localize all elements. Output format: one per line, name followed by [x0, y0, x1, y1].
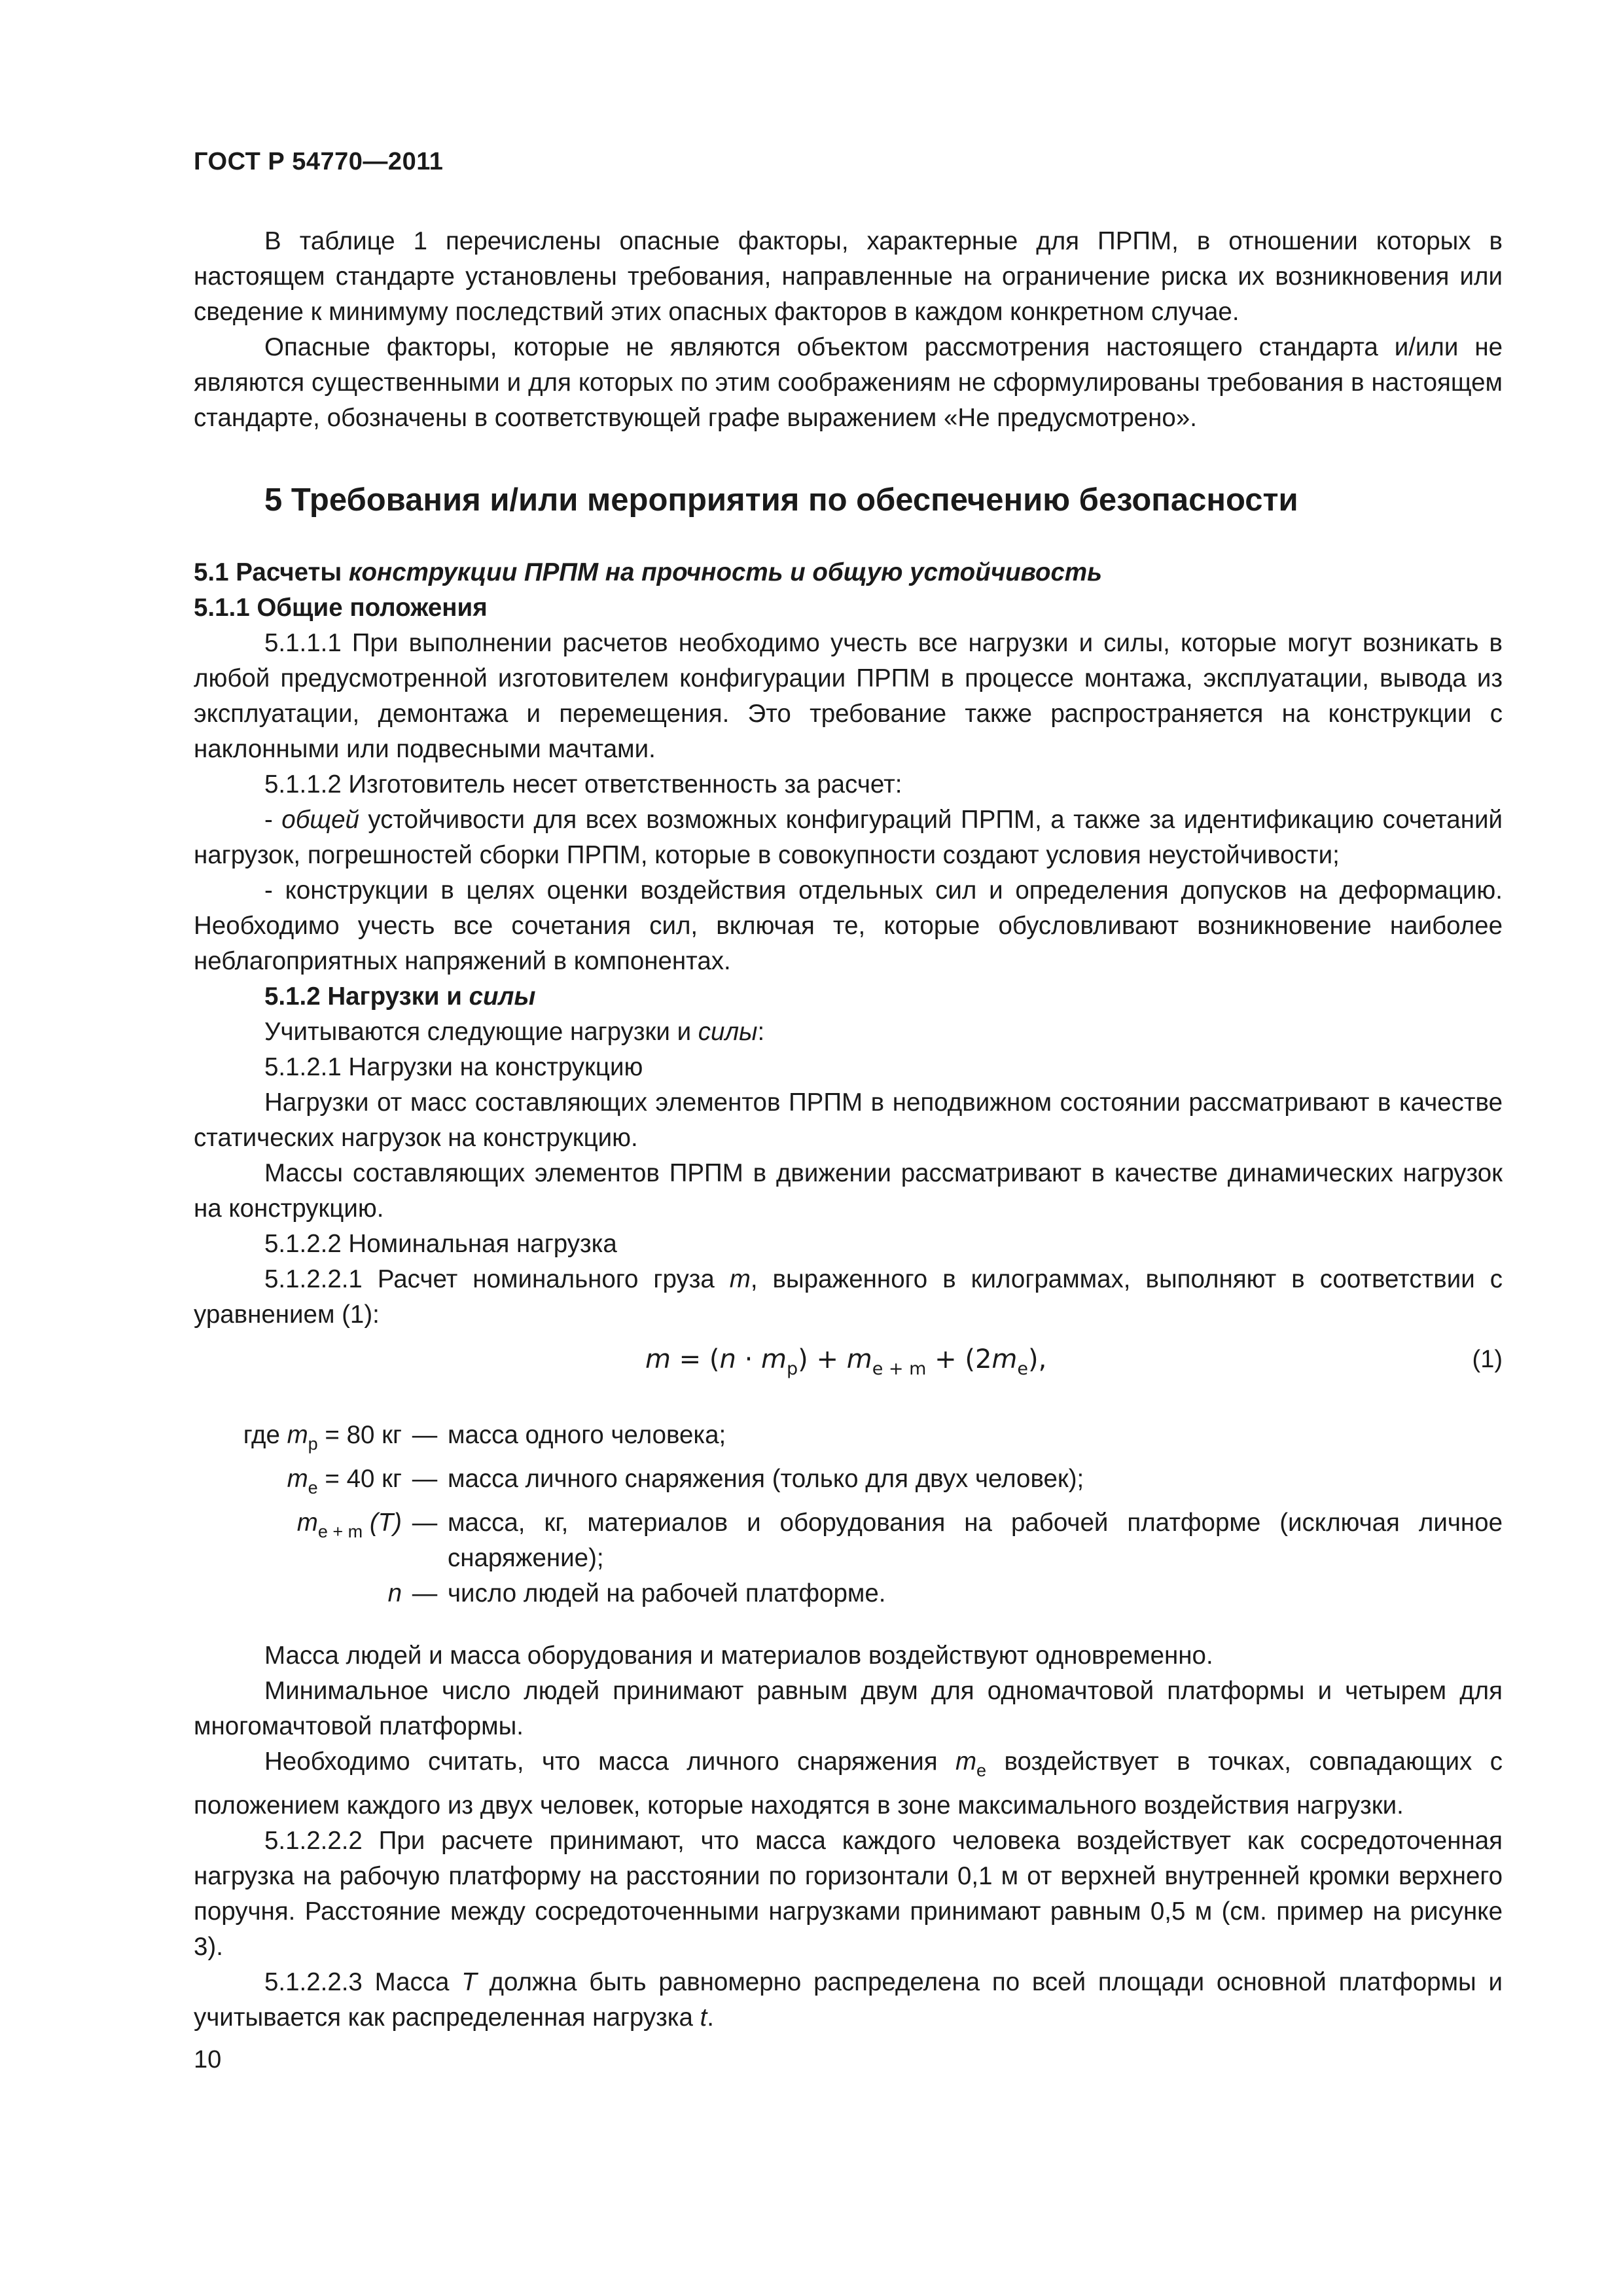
subsection-5-1-title	[194, 555, 1503, 590]
legend-symbol	[194, 1462, 402, 1505]
paragraph-5-1-1-2: 5.1.1.2 Изготовитель несет ответственность за расчет:	[264, 770, 902, 798]
legend-dash: —	[412, 1579, 438, 1607]
page-number: 10	[194, 2046, 222, 2073]
formula-mem: m	[846, 1344, 872, 1374]
legend-row	[194, 1462, 1503, 1505]
formula-eq: = (	[670, 1344, 720, 1374]
legend-symbol	[194, 1505, 402, 1576]
legend-symbol	[194, 1576, 402, 1620]
paragraph-5-1-2-1: 5.1.2.1 Нагрузки на конструкцию	[264, 1053, 643, 1081]
p51221-symbol: m	[729, 1265, 751, 1293]
legend-post: = 80 кг	[317, 1421, 402, 1449]
paragraph-min-people: Минимальное число людей принимают равным двум для одномачтовой платформы и четырем для многомачтовой платформы.	[194, 1677, 1503, 1740]
formula-sub-em: e + m	[872, 1359, 927, 1379]
equation-formula	[645, 1342, 1046, 1387]
paragraph-5-1-1-1: 5.1.1.1 При выполнении расчетов необходимо учесть все нагрузки и силы, которые могут возникать в любой предусмотренной изготовителем конфигурации ПРПМ в процессе монтажа, эксплуатации, вывода из эксплуатации, демонтажа и перемещения. Это требование также распространяется на конструкции с наклонными или подвесными мачтами.	[194, 629, 1503, 763]
equip-sym: m	[955, 1748, 977, 1776]
bullet-structure: - конструкции в целях оценки воздействия отдельных сил и определения допусков на деформацию. Необходимо учесть все сочетания сил, включая те, которые обусловливают возникновение наиболее неблагоприятных напряжений в компонентах.	[194, 876, 1503, 975]
legend-dash: —	[412, 1465, 438, 1493]
intro-paragraph-2: Опасные факторы, которые не являются объектом рассмотрения настоящего стандарта и/или не являются существенными и для которых по этим соображениям не сформулированы требования в настоящем стандарте, обозначены в соответствующей графе выражением «Не предусмотрено».	[194, 333, 1503, 432]
legend-row	[194, 1576, 1503, 1620]
p51223-post: .	[707, 2003, 714, 2032]
equation-number: (1)	[1472, 1346, 1503, 1373]
paragraph-5-1-2-2: 5.1.2.2 Номинальная нагрузка	[264, 1230, 617, 1258]
paragraph-equipment-points	[194, 1744, 1503, 1823]
legend-description: масса, кг, материалов и оборудования на рабочей платформе (исключая личное снаряжение);	[448, 1509, 1503, 1572]
p51223-sym2: t	[700, 2003, 707, 2032]
loads-intro-text: Учитываются следующие нагрузки и	[264, 1018, 698, 1046]
p51223-pre: 5.1.2.2.3 Масса	[264, 1968, 462, 1996]
p51221-post: , выраженного в килограммах, выполняют в соответствии с уравнением (1):	[194, 1265, 1503, 1329]
formula-close: ) +	[798, 1344, 847, 1374]
legend-description: число людей на рабочей платформе.	[448, 1579, 886, 1607]
bullet-text: устойчивости для всех возможных конфигураций ПРПМ, а также за идентификацию сочетаний нагрузок, погрешностей сборки ПРПМ, которые в совокупности создают условия неустойчивости;	[194, 806, 1503, 869]
subsection-5-1-2-plain: 5.1.2 Нагрузки и	[264, 982, 469, 1011]
legend-sym: m	[287, 1465, 308, 1493]
legend-row	[194, 1505, 1503, 1576]
legend-symbol	[194, 1418, 402, 1462]
paragraph-simultaneous: Масса людей и масса оборудования и материалов воздействуют одновременно.	[264, 1641, 1213, 1670]
legend-sym: m	[287, 1421, 308, 1449]
section-5-title: 5 Требования и/или мероприятия по обеспечению безопасности	[264, 482, 1298, 518]
formula-dot: ·	[736, 1344, 762, 1374]
paragraph-static-loads: Нагрузки от масс составляющих элементов ПРПМ в неподвижном состоянии рассматривают в качестве статических нагрузок на конструкцию.	[194, 1088, 1503, 1152]
equation-1	[194, 1342, 1503, 1391]
legend-post: = 40 кг	[317, 1465, 402, 1493]
loads-intro-italic: силы	[698, 1018, 758, 1046]
subsection-5-1-1-title: 5.1.1 Общие положения	[194, 594, 488, 622]
subsection-5-1-2-italic: силы	[469, 982, 536, 1011]
bullet-general-stability	[194, 802, 1503, 873]
equip-pre: Необходимо считать, что масса личного снаряжения	[264, 1748, 955, 1776]
formula-m: m	[645, 1344, 671, 1374]
p51223-sym: T	[461, 1968, 477, 1996]
legend-sub: p	[308, 1434, 318, 1454]
subsection-5-1-number: 5.1	[194, 558, 229, 586]
legend-sub: e + m	[317, 1522, 363, 1541]
subsection-5-1-plain: Расчеты	[236, 558, 342, 586]
legend-row	[194, 1418, 1503, 1462]
legend-post: (T)	[363, 1509, 402, 1537]
p51221-pre: 5.1.2.2.1 Расчет номинального груза	[264, 1265, 730, 1293]
paragraph-dynamic-loads: Массы составляющих элементов ПРПМ в движении рассматривают в качестве динамических нагрузок на конструкцию.	[194, 1159, 1503, 1223]
bullet-italic-word: общей	[281, 806, 359, 834]
legend-dash: —	[412, 1421, 438, 1449]
intro-paragraph-1: В таблице 1 перечислены опасные факторы, характерные для ПРПМ, в отношении которых в настоящем стандарте установлены требования, направленные на ограничение риска их возникновения или сведение к минимуму последствий этих опасных факторов в каждом конкретном случае.	[194, 227, 1503, 326]
formula-sub-e: e	[1017, 1359, 1028, 1379]
paragraph-5-1-2-2-2: 5.1.2.2.2 При расчете принимают, что масса каждого человека воздействует как сосредоточенная нагрузка на рабочую платформу на расстоянии по горизонтали 0,1 м от верхней внутренней кромки верхнего поручня. Расстояние между сосредоточенными нагрузками принимают равным 0,5 м (см. пример на рисунке 3).	[194, 1827, 1503, 1961]
loads-intro-tail: :	[757, 1018, 765, 1046]
paragraph-loads-intro	[194, 1014, 1503, 1050]
legend-pre: где	[243, 1421, 287, 1449]
legend-description: масса личного снаряжения (только для двух человек);	[448, 1465, 1084, 1493]
document-header: ГОСТ Р 54770—2011	[194, 148, 444, 175]
equip-sub: e	[976, 1761, 987, 1780]
formula-sub-p: p	[787, 1359, 798, 1379]
formula-me: m	[991, 1344, 1018, 1374]
page-content	[194, 224, 1503, 2036]
subsection-5-1-2-title	[264, 979, 1503, 1014]
equip-post: воздействует в точках, совпадающих с положением каждого из двух человек, которые находятся в зоне максимального воздействия нагрузки.	[194, 1748, 1503, 1820]
where-legend	[194, 1418, 1503, 1620]
paragraph-5-1-2-2-1	[194, 1262, 1503, 1333]
legend-sub: e	[308, 1478, 318, 1498]
formula-end: ),	[1027, 1344, 1047, 1374]
legend-description: масса одного человека;	[448, 1421, 726, 1449]
subsection-5-1-italic: конструкции ПРПМ на прочность и общую устойчивость	[348, 558, 1102, 586]
paragraph-5-1-2-2-3	[194, 1965, 1503, 2036]
bullet-dash: -	[264, 806, 282, 834]
legend-sym: n	[387, 1579, 402, 1607]
formula-plus: + (2	[926, 1344, 992, 1374]
p51223-mid: должна быть равномерно распределена по всей площади основной платформы и учитывается как распределенная нагрузка	[194, 1968, 1503, 2032]
legend-dash: —	[412, 1509, 438, 1537]
formula-mp: m	[761, 1344, 787, 1374]
formula-n: n	[719, 1344, 736, 1374]
legend-sym: m	[296, 1509, 318, 1537]
